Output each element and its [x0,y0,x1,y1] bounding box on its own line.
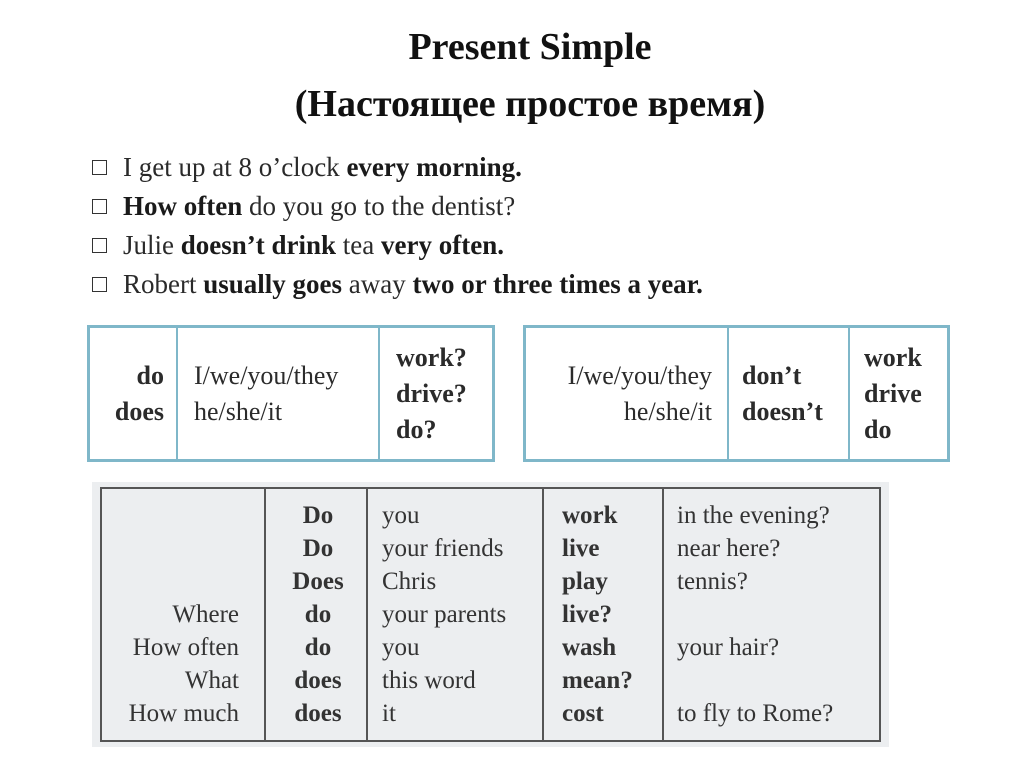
divider [378,328,380,459]
sentence-text [123,269,703,300]
aux-word: Do [302,535,334,562]
subject: you [382,502,420,529]
divider [727,328,729,459]
aux-word: Do [302,502,334,529]
bold-segment: two or three times a year. [412,269,703,299]
aux-word: does [294,700,342,727]
bold-segment: every morning. [346,152,522,182]
example-sentences [92,148,703,304]
subject: your friends [382,535,504,562]
checkbox-icon [92,160,107,175]
verb: work [562,502,618,529]
complement: in the evening? [677,502,830,529]
sentence-text [123,230,504,261]
complement: your hair? [677,634,780,661]
subject: this word [382,667,476,694]
subject: your parents [382,601,507,628]
aux-word: do [136,361,164,390]
table-frame [100,487,881,742]
table-row [102,697,879,730]
example-sentence [92,265,703,304]
subject-column [532,358,712,430]
aux-word: do [304,601,332,628]
checkbox-icon [92,238,107,253]
aux-word: don’t [742,361,802,390]
aux-word: doesn’t [742,397,823,426]
verb: cost [562,700,604,727]
bold-segment: How often [123,191,243,221]
verb: mean? [562,667,633,694]
aux-column [96,358,164,430]
table-row [102,631,879,664]
subject: it [382,700,396,727]
negative-form-box [523,325,950,462]
wh-word: What [184,667,239,694]
verb: wash [562,634,617,661]
verb: work [864,343,922,372]
aux-word: does [294,667,342,694]
subject-column [194,358,338,430]
aux-column [742,358,823,430]
aux-word: do [304,634,332,661]
subject: I/we/you/they [194,361,339,390]
verb: work? [396,343,467,372]
subject: I/we/you/they [567,361,712,390]
bold-segment: doesn’t drink [180,230,337,260]
text-segment: Julie [123,230,181,260]
question-examples-table [92,482,889,747]
complement: tennis? [677,568,748,595]
divider [848,328,850,459]
subject: Chris [382,568,437,595]
verb: live? [562,601,612,628]
verb: drive? [396,379,467,408]
text-segment: I get up at 8 o’clock [123,152,347,182]
text-segment: do you go to the dentist? [242,191,516,221]
divider [176,328,178,459]
table-row [102,499,879,532]
verb-column [864,340,922,448]
example-sentence [92,226,703,265]
table-row [102,598,879,631]
complement: to fly to Rome? [677,700,834,727]
checkbox-icon [92,277,107,292]
bold-segment: usually goes [203,269,343,299]
text-segment: away [342,269,413,299]
verb-column [396,340,467,448]
subject: he/she/it [194,397,283,426]
wh-word: Where [172,601,239,628]
subject: you [382,634,420,661]
page-title: Present Simple [408,26,652,68]
example-sentence [92,148,703,187]
text-segment: Robert [123,269,204,299]
verb: drive [864,379,922,408]
verb: play [562,568,608,595]
table-row [102,565,879,598]
aux-word: does [114,397,164,426]
table-row [102,664,879,697]
verb: live [562,535,600,562]
question-form-box [87,325,495,462]
verb: do? [396,415,437,444]
subject: he/she/it [623,397,712,426]
sentence-text [123,152,522,183]
sentence-text [123,191,515,222]
page-subtitle: (Настоящее простое время) [294,83,766,125]
table-row [102,532,879,565]
example-sentence [92,187,703,226]
checkbox-icon [92,199,107,214]
aux-word: Does [292,568,344,595]
bold-segment: very often. [381,230,504,260]
wh-word: How much [128,700,239,727]
verb: do [864,415,892,444]
wh-word: How often [132,634,239,661]
text-segment: tea [336,230,382,260]
complement: near here? [677,535,781,562]
